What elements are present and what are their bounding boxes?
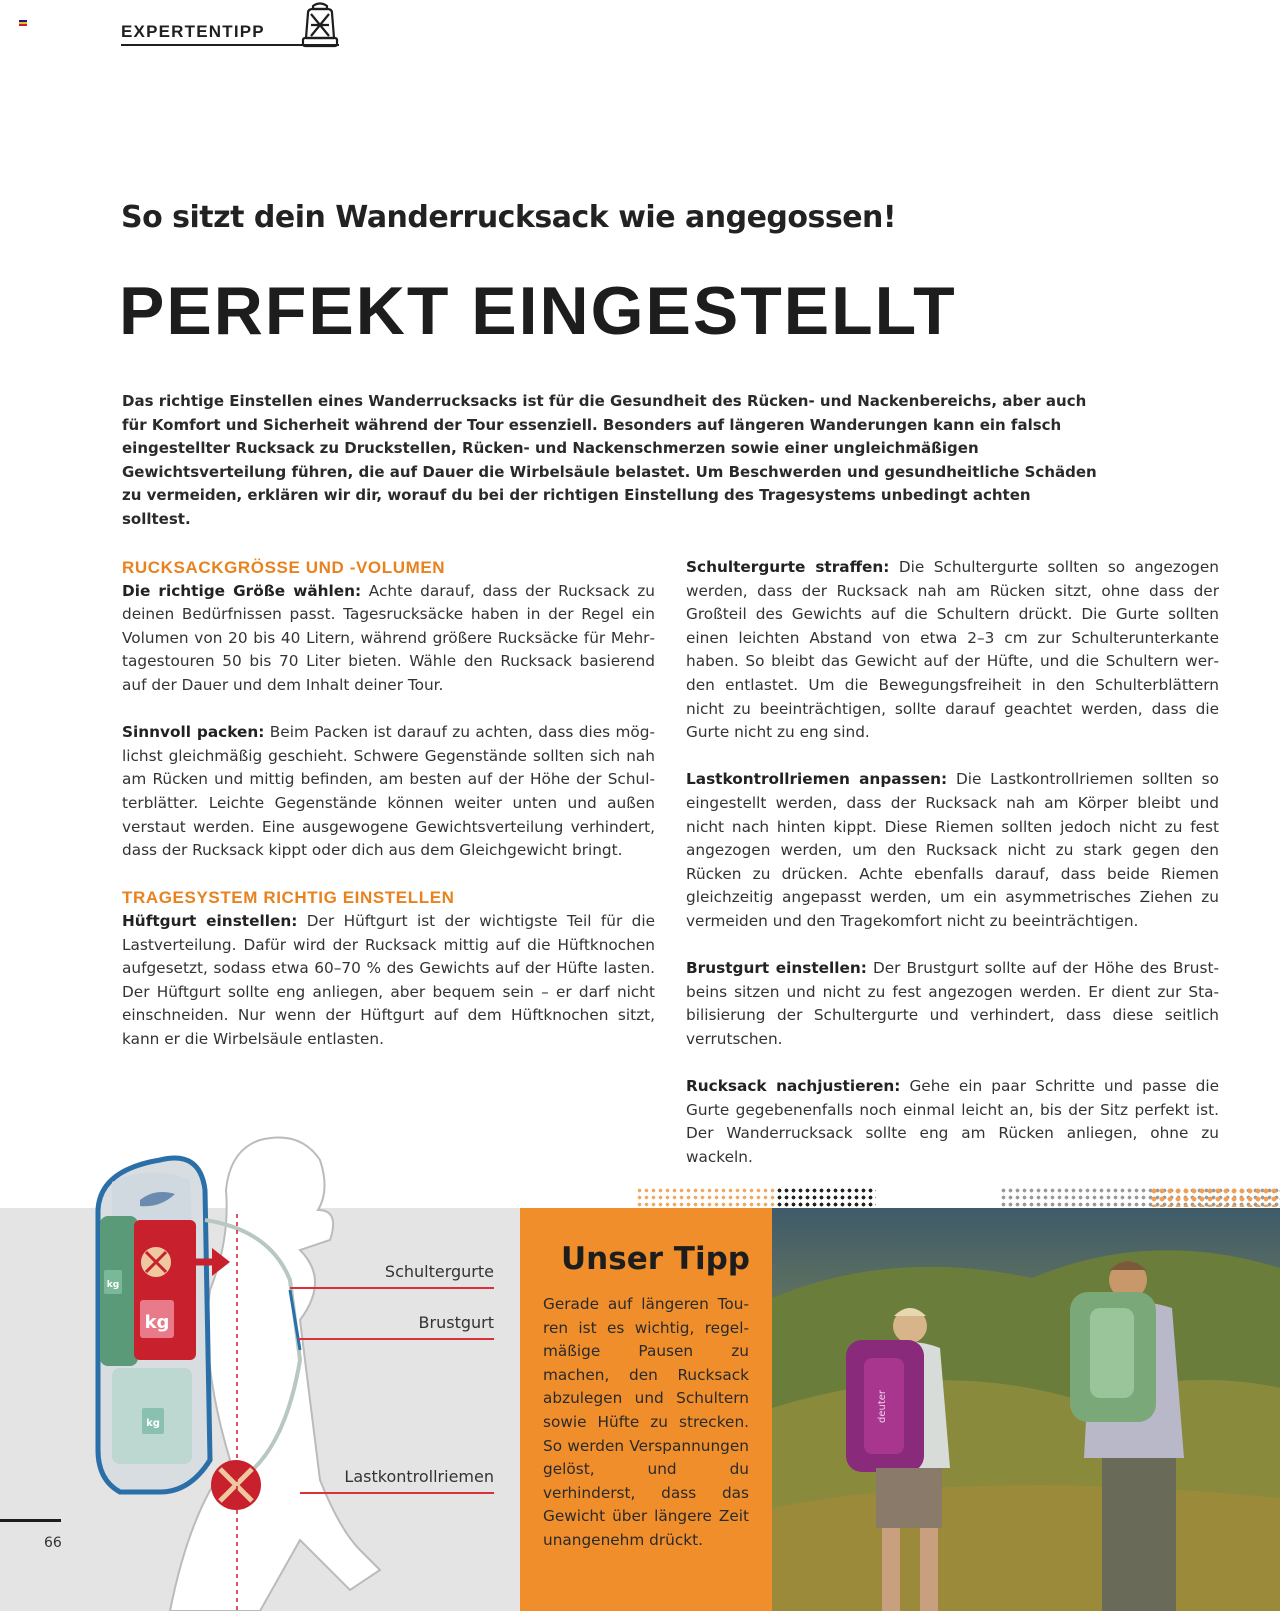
paragraph-load-lifters — [686, 768, 1219, 933]
leader-line-load — [300, 1492, 494, 1494]
paragraph-text: Beim Packen ist darauf zu achten, dass dies möglichst gleichmäßig geschieht. Schwere Gegenstände sollten sich nah am Rücken und mittig befinden, am besten auf der Höhe der Schulterblätter. Leichte Gegenstände können weiter unten und außen verstaut werden. Eine ausgewogene Gewichtsverteilung verhindert, dass der Rucksack kippt oder dich aus dem Gleichgewicht bringt. — [122, 723, 655, 860]
weight-unit-light: kg — [146, 1418, 160, 1429]
language-flag-icon — [19, 20, 27, 26]
label-load-lifters: Lastkontrollriemen — [344, 1467, 494, 1486]
paragraph-title: Hüftgurt einstellen: — [122, 911, 298, 930]
paragraph-size — [122, 580, 655, 698]
page-number: 66 — [44, 1535, 62, 1551]
page-number-rule — [0, 1519, 61, 1522]
leader-line-shoulder — [290, 1287, 494, 1289]
paragraph-shoulder-straps — [686, 556, 1219, 745]
paragraph-title: Lastkontrollriemen anpassen: — [686, 770, 948, 789]
article-subtitle: So sitzt dein Wanderrucksack wie angegossen! — [121, 200, 897, 235]
paragraph-title: Rucksack nachjustieren: — [686, 1077, 901, 1096]
paragraph-text: Die Schultergurte sollten so angezogen werden, dass der Rucksack nah am Rücken sitzt, ohne dass der Großteil des Gewichts auf die Schultern drückt. Die Gurte sollten einen leichten Abstand von etwa 2–3 cm zur Schulterunterkante haben. So bleibt das Gewicht auf der Hüfte, und die Schultern werden entlastet. Um die Bewegungsfreiheit in den Schulterblättern nicht zu beeinträchtigen, sollte darauf geachtet werden, dass die Gurte nicht zu eng sind. — [686, 558, 1219, 742]
backpack-icon — [299, 0, 341, 48]
paragraph-title: Schultergurte straffen: — [686, 558, 890, 576]
paragraph-text: Der Hüftgurt ist der wichtigste Teil für die Lastverteilung. Dafür wird der Rucksack mittig auf die Hüftknochen aufgesetzt, sodass etwa 60–70 % des Gewichts auf der Hüfte lasten. Der Hüftgurt sollte eng anliegen, aber bequem sein – er darf nicht einschneiden. Nur wenn der Hüftgurt auf dem Hüftknochen sitzt, kann er die Wirbelsäule entlasten. — [122, 911, 655, 1048]
paragraph-text: Gehe ein paar Schritte und passe die Gurte gegebenenfalls noch einmal leicht an, bis der Sitz perfekt ist. Der Wanderrucksack sollte eng am Rücken anliegen, ohne zu wackeln. — [686, 1077, 1219, 1166]
photo-brand-text: deuter — [877, 1389, 888, 1423]
right-column — [686, 556, 1219, 1193]
article-headline: PERFEKT EINGESTELLT — [119, 273, 957, 349]
paragraph-text: Achte darauf, dass der Rucksack zu deinen Bedürfnissen passt. Tagesrucksäcke haben in der Regel ein Volumen von 20 bis 40 Litern, während größere Rucksäcke für Mehrtagestouren 50 bis 70 Liter bieten. Wähle den Rucksack basierend auf der Dauer und dem Inhalt deiner Tour. — [122, 581, 655, 694]
tip-text: Gerade auf längeren Touren ist es wichtig, regelmäßige Pausen zu machen, den Rucksack abzulegen und Schultern sowie Hüfte zu strecken. So werden Verspannungen gelöst, und du verhinderst, dass das Gewicht über längere Zeit unangenehm drückt. — [543, 1295, 749, 1549]
hikers-photo — [772, 1208, 1280, 1611]
halftone-decoration — [1150, 1187, 1280, 1207]
weight-unit-heavy: kg — [144, 1312, 170, 1333]
heading-carrying-system: TRAGESYSTEM RICHTIG EINSTELLEN — [122, 888, 455, 908]
leader-line-chest — [298, 1338, 494, 1340]
paragraph-text: Der Brustgurt sollte auf der Höhe des Brustbeins sitzen und nicht zu fest angezogen werden. Er dient zur Stabilisierung der Schultergurte und verhindert, dass diese seitlich verrutschen. — [686, 959, 1219, 1048]
heading-rucksack-size: RUCKSACKGRÖSSE UND -VOLUMEN — [122, 558, 446, 577]
paragraph-chest-strap — [686, 957, 1219, 1051]
paragraph-title: Brustgurt einstellen: — [686, 959, 867, 978]
left-column — [122, 556, 655, 1075]
label-chest-strap: Brustgurt — [418, 1313, 494, 1332]
hikers-image — [772, 1208, 1280, 1611]
paragraph-readjust — [686, 1075, 1219, 1169]
article-intro: Das richtige Einstellen eines Wanderrucksacks ist für die Gesundheit des Rücken- und Nackenbereichs, aber auch für Komfort und Sicherheit während der Tour essenziell. Besonders auf längeren Wanderungen kann ein falsch eingestellter Rucksack zu Druckstellen, Rücken- und Nackenschmerzen sowie einer ungleichmäßigen Gewichtsverteilung führen, die auf Dauer die Wirbelsäule belastet. Um Beschwerden und gesundheitliche Schäden zu vermeiden, erklären wir dir, worauf du bei der richtigen Einstellung des Tragesystems unbedingt achten solltest. — [122, 392, 1097, 528]
paragraph-hipbelt — [122, 910, 655, 1052]
halftone-decoration — [776, 1187, 876, 1207]
section-label: EXPERTENTIPP — [121, 22, 265, 41]
backpack-fit-diagram — [0, 1130, 520, 1611]
weight-unit-medium: kg — [106, 1280, 120, 1290]
label-shoulder-straps: Schultergurte — [384, 1262, 494, 1281]
tip-title: Unser Tipp — [561, 1241, 750, 1277]
paragraph-packing — [122, 721, 655, 863]
diagram-illustration — [0, 1130, 520, 1611]
paragraph-text: Die Lastkontrollriemen sollten so eingestellt werden, dass der Rucksack nah am Körper bleibt und nicht nach hinten kippt. Diese Riemen sollten jedoch nicht zu fest angezogen werden, um den Rucksack nicht zu stark gegen den Rücken zu drücken. Achte ebenfalls darauf, dass beide Riemen gleichzeitig angepasst werden, um ein asymmetrisches Ziehen zu vermeiden und den Tragekomfort nicht zu beeinträchtigen. — [686, 770, 1219, 930]
paragraph-title: Sinnvoll packen: — [122, 723, 265, 742]
paragraph-title: Die richtige Größe wählen: — [122, 581, 362, 600]
